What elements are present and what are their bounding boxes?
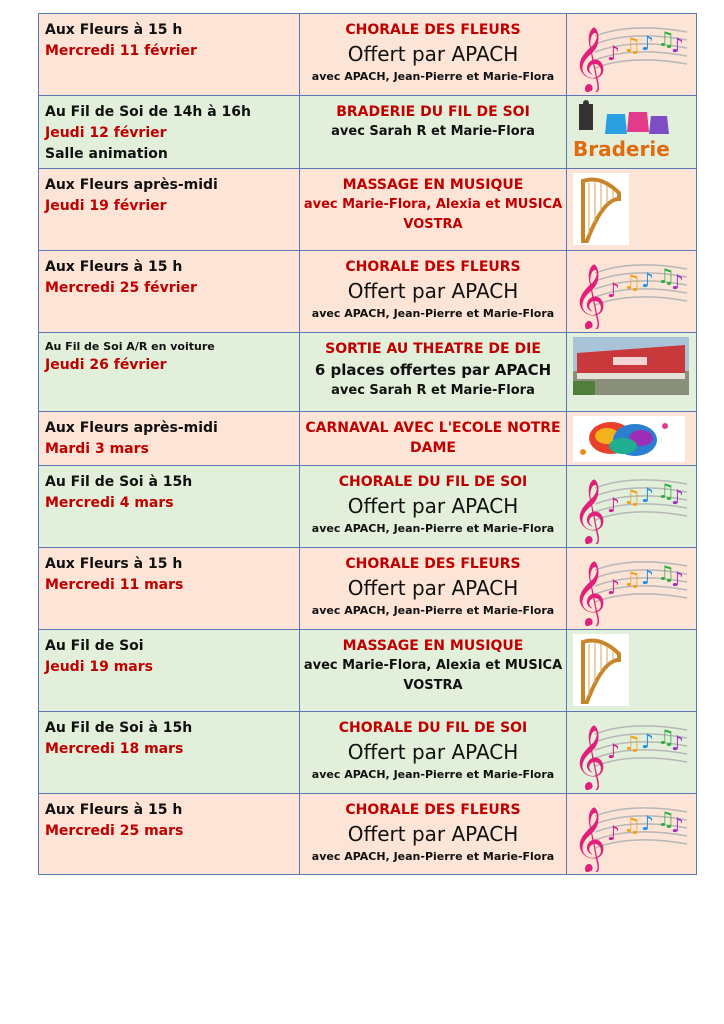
svg-text:♪: ♪ <box>671 567 684 591</box>
event-title: SORTIE AU THEATRE DE DIE <box>325 341 541 357</box>
participants-text: avec APACH, Jean-Pierre et Marie-Flora <box>311 70 555 83</box>
location-cell <box>39 169 300 251</box>
place-text: Au Fil de Soi <box>45 638 144 654</box>
svg-text:𝄞: 𝄞 <box>573 561 607 626</box>
svg-text:♪: ♪ <box>671 813 684 837</box>
svg-text:♪: ♪ <box>641 31 654 55</box>
image-cell <box>567 14 697 96</box>
participants-text: avec APACH, Jean-Pierre et Marie-Flora <box>311 307 555 320</box>
event-cell <box>300 169 567 251</box>
offer-text: Offert par APACH <box>347 740 519 764</box>
svg-text:♫: ♫ <box>657 479 675 503</box>
location-cell <box>39 794 300 875</box>
participants-text: avec Sarah R et Marie-Flora <box>331 383 535 398</box>
svg-text:𝄞: 𝄞 <box>573 807 607 872</box>
offer-text: Offert par APACH <box>347 42 519 66</box>
carnival-mask-icon <box>573 416 685 462</box>
svg-text:♫: ♫ <box>623 485 641 509</box>
table-row <box>39 794 697 875</box>
offer-text: Offert par APACH <box>347 494 519 518</box>
image-cell <box>567 333 697 412</box>
image-cell <box>567 794 697 875</box>
music-notes-icon <box>573 716 689 790</box>
svg-text:♪: ♪ <box>641 811 654 835</box>
date-text: Mercredi 11 mars <box>45 577 184 593</box>
location-cell <box>39 333 300 412</box>
image-cell <box>567 412 697 466</box>
event-title: MASSAGE EN MUSIQUE <box>342 177 524 193</box>
svg-text:𝄞: 𝄞 <box>573 27 607 92</box>
svg-text:♪: ♪ <box>671 731 684 755</box>
date-text: Mercredi 25 mars <box>45 823 184 839</box>
place-text: Au Fil de Soi A/R en voiture <box>45 340 215 353</box>
music-notes-icon <box>573 470 689 544</box>
svg-text:♫: ♫ <box>657 561 675 585</box>
image-cell <box>567 548 697 630</box>
place-text: Aux Fleurs à 15 h <box>45 556 183 572</box>
event-title: CHORALE DES FLEURS <box>345 556 521 572</box>
place-text: Au Fil de Soi à 15h <box>45 720 193 736</box>
location-cell <box>39 251 300 333</box>
event-cell <box>300 333 567 412</box>
event-cell <box>300 712 567 794</box>
svg-text:𝄞: 𝄞 <box>573 264 607 329</box>
participants-text: avec Sarah R et Marie-Flora <box>331 124 535 139</box>
event-cell <box>300 548 567 630</box>
event-title: CARNAVAL AVEC L'ECOLE NOTRE DAME <box>305 420 561 456</box>
offer-text: Offert par APACH <box>347 279 519 303</box>
date-text: Jeudi 19 février <box>45 198 167 214</box>
location-cell <box>39 630 300 712</box>
offer-text: Offert par APACH <box>347 822 519 846</box>
event-title: CHORALE DES FLEURS <box>345 802 521 818</box>
theatre-building-icon <box>573 337 689 395</box>
svg-text:♫: ♫ <box>657 807 675 831</box>
harp-icon <box>573 634 629 706</box>
image-cell <box>567 96 697 169</box>
music-notes-icon <box>573 798 689 872</box>
place-text: Aux Fleurs à 15 h <box>45 22 183 38</box>
participants-text: avec Marie-Flora, Alexia et MUSICA VOSTRA <box>303 658 563 693</box>
image-cell <box>567 251 697 333</box>
image-cell <box>567 466 697 548</box>
participants-text: avec APACH, Jean-Pierre et Marie-Flora <box>311 768 555 781</box>
svg-text:♪: ♪ <box>607 739 620 763</box>
table-row <box>39 333 697 412</box>
date-text: Jeudi 12 février <box>45 125 167 141</box>
event-title: CHORALE DU FIL DE SOI <box>338 474 528 490</box>
date-text: Jeudi 26 février <box>45 357 167 373</box>
event-cell <box>300 251 567 333</box>
schedule-table <box>38 13 697 875</box>
svg-text:♫: ♫ <box>623 731 641 755</box>
svg-text:♫: ♫ <box>623 33 641 57</box>
date-text: Mercredi 18 mars <box>45 741 184 757</box>
svg-text:♪: ♪ <box>641 268 654 292</box>
participants-text: avec APACH, Jean-Pierre et Marie-Flora <box>311 604 555 617</box>
image-cell <box>567 169 697 251</box>
svg-text:♪: ♪ <box>671 33 684 57</box>
event-title: CHORALE DES FLEURS <box>345 22 521 38</box>
event-cell <box>300 96 567 169</box>
location-cell <box>39 466 300 548</box>
date-text: Mercredi 4 mars <box>45 495 174 511</box>
svg-text:♪: ♪ <box>607 41 620 65</box>
place-text: Au Fil de Soi de 14h à 16h <box>45 104 251 120</box>
svg-text:♫: ♫ <box>623 567 641 591</box>
music-notes-icon <box>573 255 689 329</box>
offer-text: 6 places offertes par APACH <box>314 361 552 379</box>
svg-text:♫: ♫ <box>657 725 675 749</box>
place-text: Aux Fleurs après-midi <box>45 177 218 193</box>
event-cell <box>300 466 567 548</box>
svg-text:𝄞: 𝄞 <box>573 479 607 544</box>
svg-text:♪: ♪ <box>671 270 684 294</box>
svg-text:♪: ♪ <box>641 483 654 507</box>
location-cell <box>39 548 300 630</box>
location-cell <box>39 14 300 96</box>
svg-text:Braderie: Braderie <box>573 137 670 160</box>
svg-text:♪: ♪ <box>641 565 654 589</box>
svg-text:♫: ♫ <box>657 27 675 51</box>
table-row <box>39 96 697 169</box>
location-cell <box>39 412 300 466</box>
music-notes-icon <box>573 552 689 626</box>
event-cell <box>300 412 567 466</box>
place-text: Aux Fleurs après-midi <box>45 420 218 436</box>
svg-text:♪: ♪ <box>671 485 684 509</box>
music-notes-icon <box>573 18 689 92</box>
event-cell <box>300 14 567 96</box>
participants-text: avec Marie-Flora, Alexia et MUSICA VOSTRA <box>303 197 563 232</box>
place-text: Aux Fleurs à 15 h <box>45 259 183 275</box>
date-text: Mardi 3 mars <box>45 441 149 457</box>
event-title: BRADERIE DU FIL DE SOI <box>336 104 530 120</box>
table-row <box>39 712 697 794</box>
location-cell <box>39 96 300 169</box>
table-row <box>39 251 697 333</box>
table-row <box>39 548 697 630</box>
svg-text:♪: ♪ <box>607 575 620 599</box>
table-row <box>39 14 697 96</box>
svg-text:♪: ♪ <box>641 729 654 753</box>
participants-text: avec APACH, Jean-Pierre et Marie-Flora <box>311 522 555 535</box>
svg-text:♪: ♪ <box>607 821 620 845</box>
event-title: CHORALE DES FLEURS <box>345 259 521 275</box>
date-text: Mercredi 11 février <box>45 43 197 59</box>
image-cell <box>567 630 697 712</box>
date-text: Jeudi 19 mars <box>45 659 153 675</box>
svg-text:♪: ♪ <box>607 278 620 302</box>
harp-icon <box>573 173 629 245</box>
event-cell <box>300 794 567 875</box>
participants-text: avec APACH, Jean-Pierre et Marie-Flora <box>311 850 555 863</box>
image-cell <box>567 712 697 794</box>
event-cell <box>300 630 567 712</box>
date-text: Mercredi 25 février <box>45 280 197 296</box>
svg-text:♫: ♫ <box>657 264 675 288</box>
braderie-icon <box>573 100 689 160</box>
table-row <box>39 466 697 548</box>
place-text: Au Fil de Soi à 15h <box>45 474 193 490</box>
room-text: Salle animation <box>45 146 168 162</box>
event-title: MASSAGE EN MUSIQUE <box>342 638 524 654</box>
svg-text:𝄞: 𝄞 <box>573 725 607 790</box>
event-title: CHORALE DU FIL DE SOI <box>338 720 528 736</box>
location-cell <box>39 712 300 794</box>
table-row <box>39 169 697 251</box>
table-row <box>39 412 697 466</box>
svg-text:♫: ♫ <box>623 813 641 837</box>
place-text: Aux Fleurs à 15 h <box>45 802 183 818</box>
offer-text: Offert par APACH <box>347 576 519 600</box>
svg-text:♪: ♪ <box>607 493 620 517</box>
table-row <box>39 630 697 712</box>
svg-text:♫: ♫ <box>623 270 641 294</box>
